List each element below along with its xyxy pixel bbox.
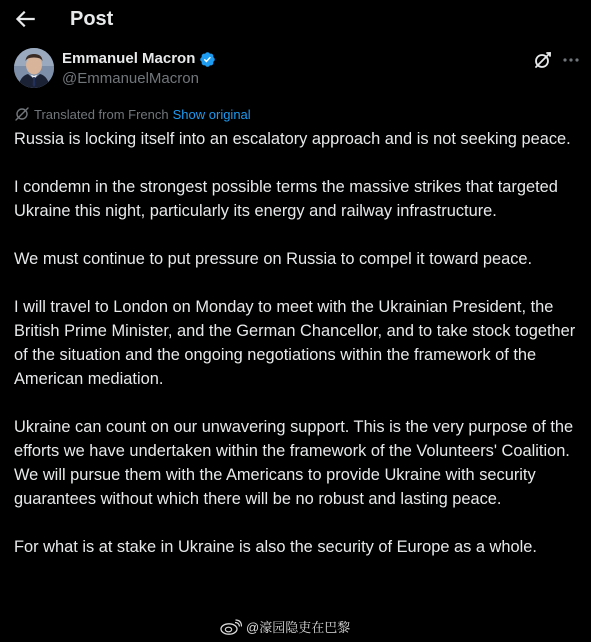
grok-button[interactable] — [533, 50, 553, 70]
post-paragraph: Russia is locking itself into an escalatory approach and is not seeking peace. — [14, 130, 571, 148]
verified-badge-icon — [199, 51, 216, 68]
show-original-link[interactable]: Show original — [172, 107, 251, 122]
post-paragraph: We must continue to put pressure on Russia to compel it toward peace. — [14, 250, 533, 268]
page-title: Post — [70, 8, 114, 30]
translate-icon — [14, 106, 30, 122]
post-paragraph: I will travel to London on Monday to meet with the Ukrainian President, the British Prime Minister, and the German Chancellor, and to take stock together of the situation and the ongoing negotiations within the framework of the American mediation. — [14, 298, 576, 388]
watermark-text: @濠园隐吏在巴黎 — [246, 620, 351, 635]
translation-label: Translated from French — [34, 107, 169, 122]
back-button[interactable] — [12, 6, 38, 32]
grok-icon — [533, 50, 553, 70]
post-paragraph: For what is at stake in Ukraine is also the security of Europe as a whole. — [14, 538, 537, 556]
author-name[interactable]: Emmanuel Macron — [62, 50, 196, 67]
author-handle[interactable]: @EmmanuelMacron — [62, 70, 199, 87]
post-text — [14, 127, 579, 583]
post-header — [0, 0, 591, 40]
post-paragraph: I condemn in the strongest possible terms the massive strikes that targeted Ukraine this night, particularly its energy and railway infrastructure. — [14, 178, 558, 220]
more-button[interactable] — [561, 50, 581, 70]
more-horizontal-icon — [561, 50, 581, 70]
watermark — [220, 618, 350, 638]
translation-notice — [14, 106, 251, 124]
arrow-left-icon — [12, 6, 38, 32]
avatar[interactable] — [14, 48, 54, 88]
weibo-icon — [220, 619, 242, 635]
avatar-image — [14, 48, 54, 88]
post-paragraph: Ukraine can count on our unwavering support. This is the very purpose of the efforts we have undertaken within the framework of the Volunteers' Coalition. We will pursue them with the Americans to provide Ukraine with security guarantees without which there will be no robust and lasting peace. — [14, 418, 574, 508]
